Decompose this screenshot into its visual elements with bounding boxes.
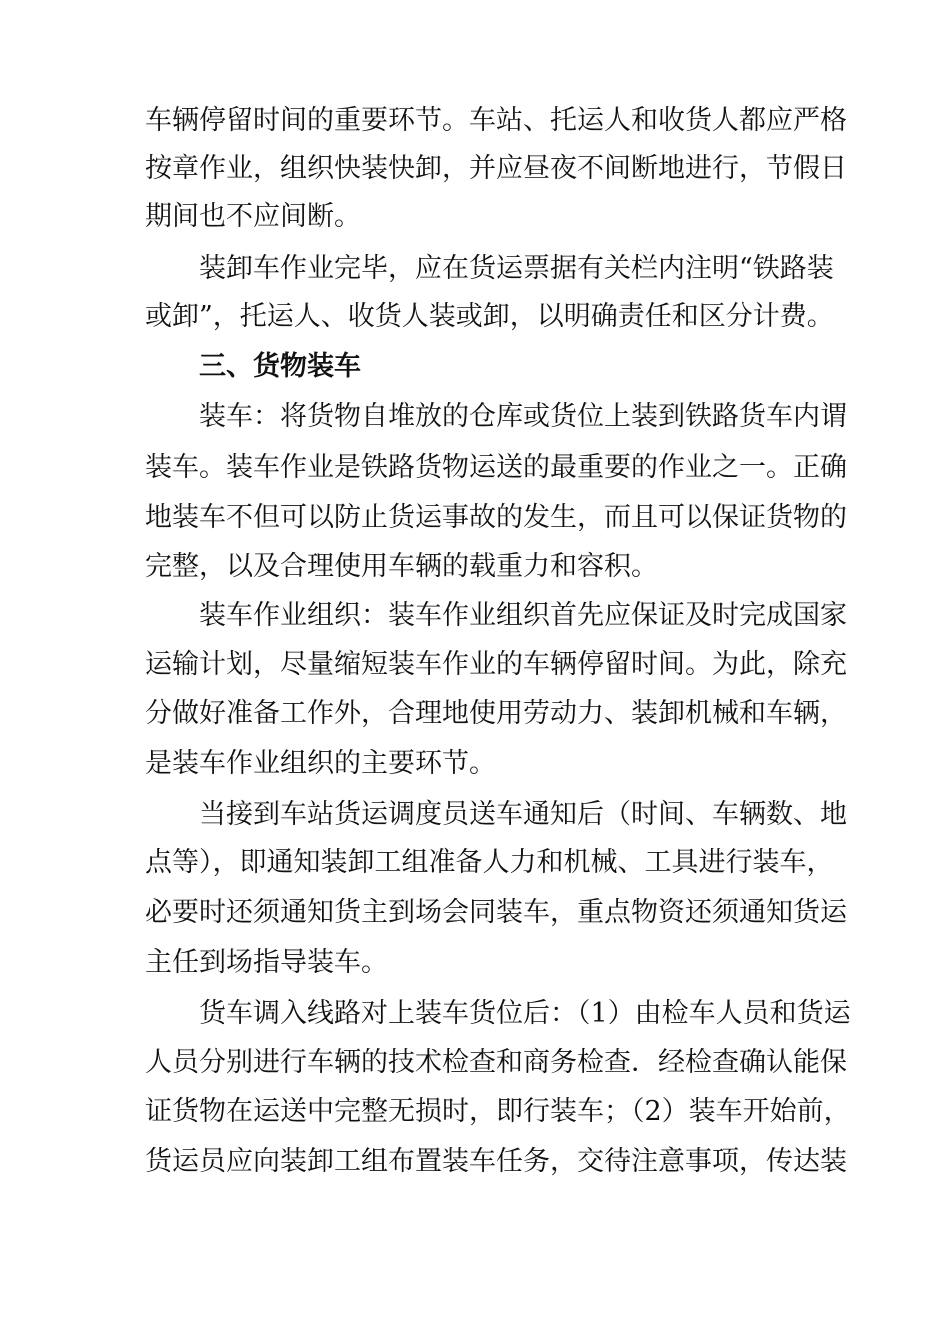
paragraph-line [0,689,950,739]
paragraph-line [0,591,950,641]
paragraph-line [0,739,950,789]
paragraph-line [0,96,950,146]
paragraph-text: 证货物在运送中完整无损时，即行装车；（2）装车开始前， [145,1096,851,1127]
paragraph-text: 是装车作业组织的主要环节。 [145,748,496,779]
paragraph-text: 货运员应向装卸工组布置装车任务，交待注意事项，传达装 [145,1146,847,1177]
paragraph-text: 点等），即通知装卸工组准备人力和机械、工具进行装车， [145,847,834,878]
paragraph-line [0,542,950,592]
paragraph-line [0,989,950,1039]
paragraph-text: 装卸车作业完毕，应在货运票据有关栏内注明“铁路装 [199,253,834,284]
paragraph-line [0,1038,950,1088]
paragraph-text: 运输计划，尽量缩短装车作业的车辆停留时间。为此，除充 [145,649,847,680]
paragraph-text: 车辆停留时间的重要环节。车站、托运人和收货人都应严格 [145,105,847,136]
paragraph-line [0,292,950,342]
paragraph-text: 或卸”，托运人、收货人装或卸，以明确责任和区分计费。 [145,301,834,332]
paragraph-text: 装车。装车作业是铁路货物运送的最重要的作业之一。正确 [145,452,847,483]
paragraph-line [0,244,950,294]
paragraph-line [0,640,950,690]
paragraph-text: 人员分别进行车辆的技术检查和商务检查．经检查确认能保 [145,1047,847,1078]
paragraph-line [0,493,950,543]
paragraph-text: 必要时还须通知货主到场会同装车，重点物资还须通知货运 [145,897,847,928]
paragraph-text: 货车调入线路对上装车货位后：（1）由检车人员和货运 [199,998,851,1029]
paragraph-line [0,1087,950,1137]
paragraph-line [0,938,950,988]
paragraph-text: 当接到车站货运调度员送车通知后（时间、车辆数、地 [199,799,847,830]
paragraph-text: 完整，以及合理使用车辆的载重力和容积。 [145,551,658,582]
paragraph-line [0,144,950,194]
paragraph-text: 期间也不应间断。 [145,201,361,232]
paragraph-line [0,443,950,493]
paragraph-line [0,392,950,442]
paragraph-text: 装车：将货物自堆放的仓库或货位上装到铁路货车内谓 [199,401,847,432]
paragraph-text: 分做好准备工作外，合理地使用劳动力、装卸机械和车辆， [145,698,847,729]
section-heading [0,342,950,392]
paragraph-line [0,192,950,242]
paragraph-line [0,1137,950,1187]
paragraph-line [0,888,950,938]
paragraph-text: 地装车不但可以防止货运事故的发生，而且可以保证货物的 [145,502,847,533]
paragraph-text: 按章作业，组织快装快卸，并应昼夜不间断地进行，节假日 [145,153,847,184]
paragraph-line [0,838,950,888]
section-heading-text: 三、货物装车 [199,351,361,382]
paragraph-line [0,790,950,840]
paragraph-text: 主任到场指导装车。 [145,947,388,978]
paragraph-text: 装车作业组织：装车作业组织首先应保证及时完成国家 [199,600,847,631]
